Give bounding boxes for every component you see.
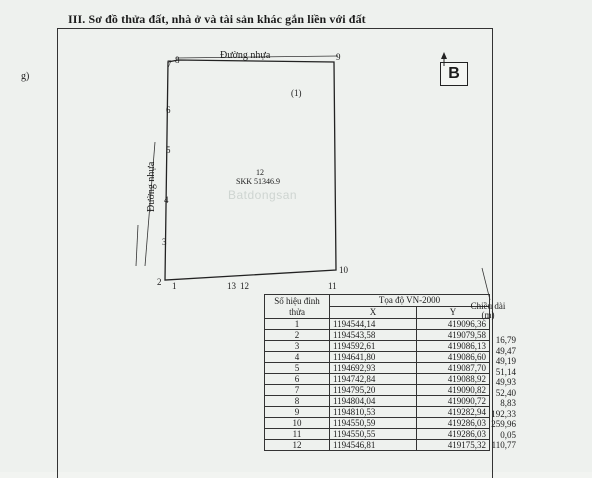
cell-id: 1 bbox=[265, 319, 330, 330]
length-value: 110,77 bbox=[491, 440, 516, 450]
cell-x: 1194742,84 bbox=[330, 374, 417, 385]
cell-x: 1194550,55 bbox=[330, 429, 417, 440]
table-row bbox=[265, 330, 490, 341]
table-row bbox=[265, 429, 490, 440]
vertex-label: 1 bbox=[172, 281, 177, 291]
table-row bbox=[265, 319, 490, 330]
cell-y: 419090,72 bbox=[417, 396, 490, 407]
parcel-label bbox=[236, 168, 280, 186]
cell-x: 1194550,59 bbox=[330, 418, 417, 429]
col-x-header: X bbox=[330, 307, 417, 319]
cell-x: 1194592,61 bbox=[330, 341, 417, 352]
cell-x: 1194641,80 bbox=[330, 352, 417, 363]
cell-id: 9 bbox=[265, 407, 330, 418]
cell-x: 1194543,58 bbox=[330, 330, 417, 341]
length-value: 52,40 bbox=[495, 387, 516, 398]
cell-id: 11 bbox=[265, 429, 330, 440]
parcel-tag: (1) bbox=[291, 88, 302, 98]
road-label-left: Đường nhựa bbox=[146, 161, 157, 212]
length-column bbox=[474, 335, 516, 451]
vertex-label: 3 bbox=[162, 237, 167, 247]
coordinate-table bbox=[264, 294, 490, 451]
coordinate-rows bbox=[265, 319, 490, 451]
section-title: III. Sơ đồ thửa đất, nhà ở và tài sản khác gắn liền với đất bbox=[68, 12, 366, 26]
cell-y: 419086,60 bbox=[417, 352, 490, 363]
table-row bbox=[265, 396, 490, 407]
cell-y: 419090,82 bbox=[417, 385, 490, 396]
cell-x: 1194546,81 bbox=[330, 440, 417, 451]
cell-id: 4 bbox=[265, 352, 330, 363]
north-indicator: B bbox=[440, 62, 468, 86]
road-label-top: Đường nhựa bbox=[220, 50, 271, 61]
vertex-label: 2 bbox=[157, 277, 162, 287]
cell-id: 6 bbox=[265, 374, 330, 385]
length-value: 8,83 bbox=[500, 398, 516, 408]
vertex-label: 9 bbox=[336, 52, 341, 62]
cell-x: 1194810,53 bbox=[330, 407, 417, 418]
col-y-header: Y bbox=[417, 307, 490, 319]
cell-id: 7 bbox=[265, 385, 330, 396]
cell-y: 419175,32 bbox=[417, 440, 490, 451]
north-arrow-icon bbox=[441, 52, 453, 66]
cell-y: 419286,03 bbox=[417, 429, 490, 440]
cell-y: 419086,13 bbox=[417, 341, 490, 352]
table-row bbox=[265, 374, 490, 385]
cell-x: 1194804,04 bbox=[330, 396, 417, 407]
vertex-label: 13 bbox=[227, 281, 236, 291]
cell-y: 419088,92 bbox=[417, 374, 490, 385]
table-row bbox=[265, 385, 490, 396]
length-value: 49,93 bbox=[495, 377, 516, 387]
cell-y: 419286,03 bbox=[417, 418, 490, 429]
length-value: 192,33 bbox=[491, 408, 516, 419]
cell-id: 3 bbox=[265, 341, 330, 352]
cell-x: 1194544,14 bbox=[330, 319, 417, 330]
cell-y: 419079,58 bbox=[417, 330, 490, 341]
cell-y: 419087,70 bbox=[417, 363, 490, 374]
vertex-label: 8 bbox=[175, 55, 180, 65]
vertex-label: 7 bbox=[167, 59, 172, 69]
road-left-line-2 bbox=[136, 225, 138, 266]
length-value: 49,19 bbox=[495, 356, 516, 366]
col-id-header: Số hiệu đỉnh thửa bbox=[265, 295, 330, 319]
cell-id: 2 bbox=[265, 330, 330, 341]
vertex-label: 11 bbox=[328, 281, 337, 291]
parcel-code: SKK bbox=[236, 177, 253, 186]
table-row bbox=[265, 352, 490, 363]
vertex-label: 6 bbox=[166, 105, 171, 115]
cell-id: 10 bbox=[265, 418, 330, 429]
cell-id: 8 bbox=[265, 396, 330, 407]
cell-id: 12 bbox=[265, 440, 330, 451]
length-header: Chiều dài (m) bbox=[470, 301, 506, 320]
table-row bbox=[265, 418, 490, 429]
length-value: 16,79 bbox=[495, 335, 516, 345]
vertex-label: 10 bbox=[339, 265, 348, 275]
cell-y: 419282,94 bbox=[417, 407, 490, 418]
vertex-label: 12 bbox=[240, 281, 249, 291]
vertex-label: 4 bbox=[164, 195, 169, 205]
parcel-area: 51346.9 bbox=[254, 177, 281, 186]
table-row bbox=[265, 363, 490, 374]
cell-y: 419096,36 bbox=[417, 319, 490, 330]
length-value: 49,47 bbox=[495, 345, 516, 356]
length-value: 51,14 bbox=[495, 366, 516, 377]
watermark: Batdongsan bbox=[228, 188, 298, 202]
parcel-number: 12 bbox=[256, 168, 264, 177]
cell-x: 1194795,20 bbox=[330, 385, 417, 396]
cell-id: 5 bbox=[265, 363, 330, 374]
table-row bbox=[265, 440, 490, 451]
vertex-label: 5 bbox=[166, 145, 171, 155]
cell-x: 1194692,93 bbox=[330, 363, 417, 374]
side-mark: g) bbox=[21, 71, 30, 82]
length-value: 0,05 bbox=[500, 429, 516, 440]
table-row bbox=[265, 407, 490, 418]
table-row bbox=[265, 341, 490, 352]
length-value: 259,96 bbox=[491, 419, 516, 429]
col-system-header: Tọa độ VN-2000 bbox=[330, 295, 490, 307]
